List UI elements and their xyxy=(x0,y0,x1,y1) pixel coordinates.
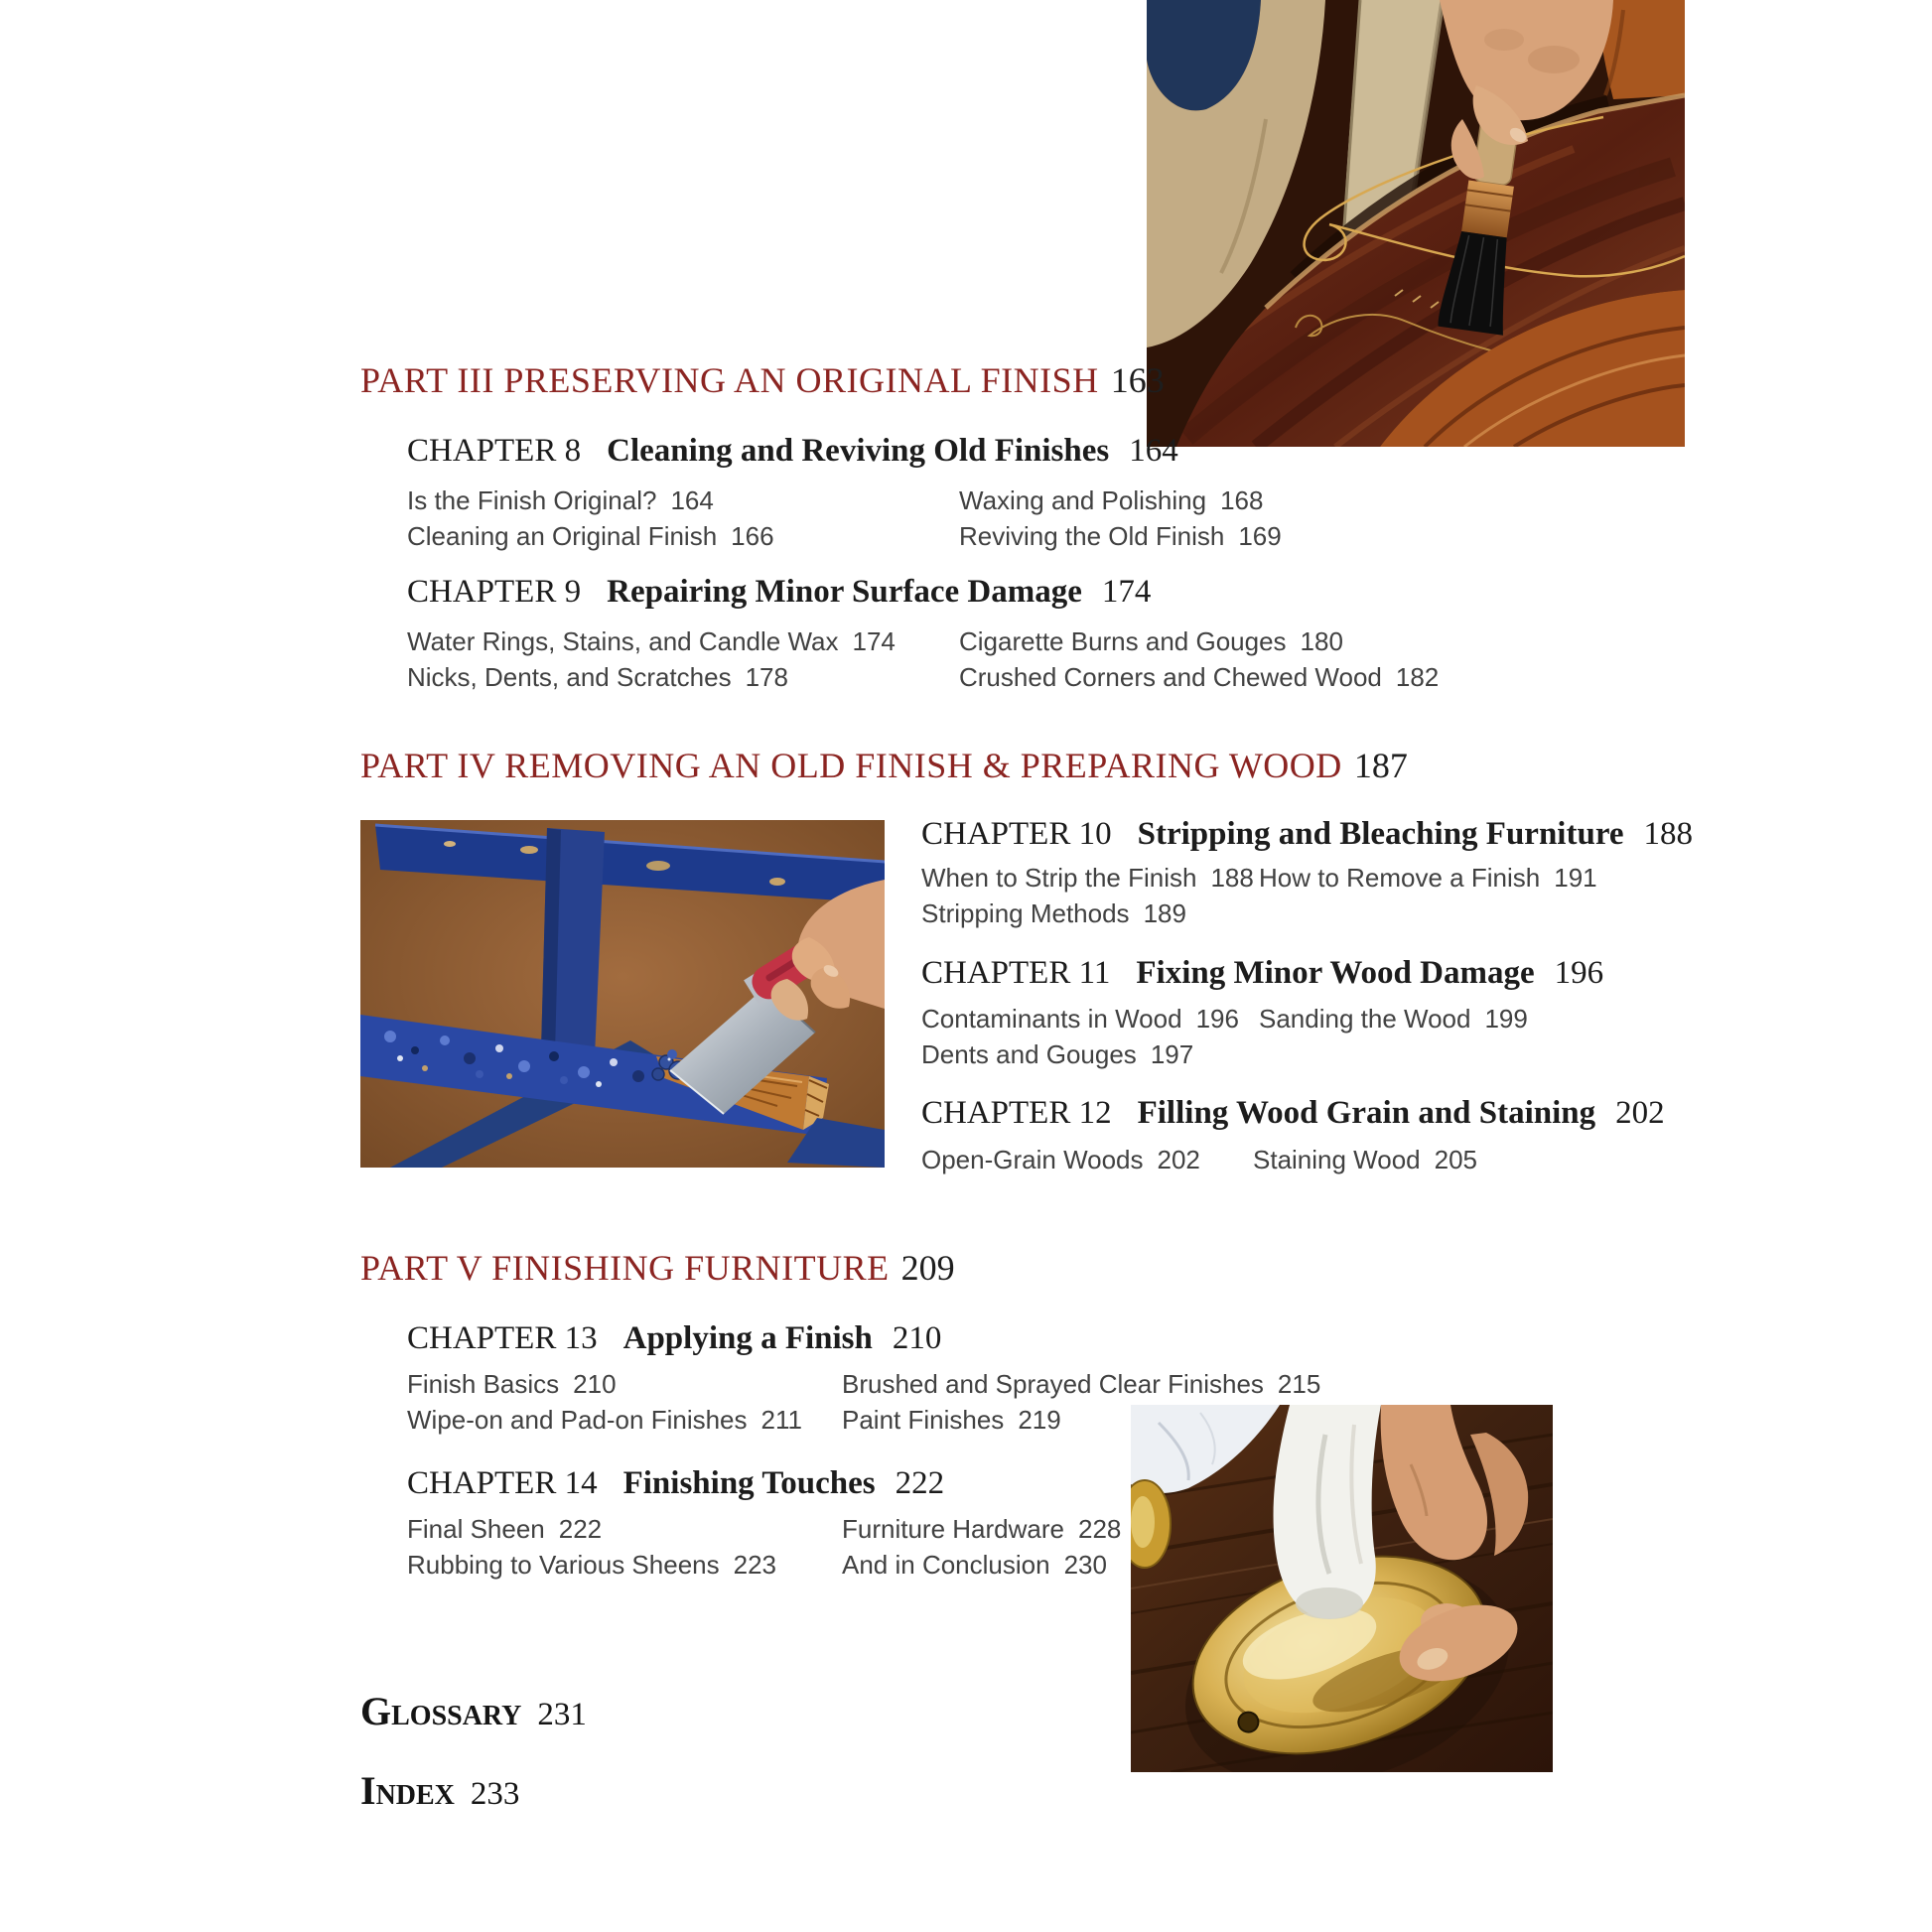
entry-title: Cleaning an Original Finish xyxy=(407,521,718,551)
photo-scraping-paint xyxy=(360,820,885,1168)
backmatter-page: 233 xyxy=(470,1776,520,1812)
toc-entry xyxy=(407,483,774,518)
chapter-14-entries-col2 xyxy=(842,1511,1121,1583)
entry-title: Rubbing to Various Sheens xyxy=(407,1550,720,1580)
entry-page: 210 xyxy=(573,1369,617,1399)
entry-title: Is the Finish Original? xyxy=(407,485,657,515)
chapter-11-entries-col2 xyxy=(1259,1001,1528,1036)
chapter-12-heading xyxy=(921,1095,1665,1131)
photo-scraping-paint-art xyxy=(360,820,885,1168)
toc-entry xyxy=(1259,1001,1528,1036)
entry-page: 215 xyxy=(1277,1369,1321,1399)
toc-entry xyxy=(407,518,774,554)
chapter-number: CHAPTER 10 xyxy=(921,816,1112,852)
chapter-12-entries-col2 xyxy=(1253,1142,1477,1177)
backmatter-label: Index xyxy=(360,1768,455,1813)
chapter-title: Cleaning and Reviving Old Finishes xyxy=(607,433,1110,469)
toc-entry xyxy=(407,1511,776,1547)
chapter-title: Repairing Minor Surface Damage xyxy=(607,574,1082,610)
backmatter-page: 231 xyxy=(537,1697,587,1732)
chapter-11-entries-col1 xyxy=(921,1001,1239,1072)
part-label: PART V FINISHING FURNITURE xyxy=(360,1248,890,1288)
part-label: PART IV REMOVING AN OLD FINISH & PREPARING WOOD xyxy=(360,746,1342,785)
entry-page: 202 xyxy=(1157,1145,1200,1174)
backmatter-label: Glossary xyxy=(360,1689,522,1733)
entry-title: Water Rings, Stains, and Candle Wax xyxy=(407,626,839,656)
entry-title: Final Sheen xyxy=(407,1514,545,1544)
photo-polishing-brass-art xyxy=(1131,1405,1553,1772)
entry-title: Contaminants in Wood xyxy=(921,1004,1182,1034)
chapter-page-number: 222 xyxy=(895,1465,945,1501)
entry-title: Wipe-on and Pad-on Finishes xyxy=(407,1405,748,1435)
entry-page: 164 xyxy=(670,485,714,515)
chapter-8-heading xyxy=(407,433,1178,469)
chapter-title: Fixing Minor Wood Damage xyxy=(1136,955,1535,991)
chapter-page-number: 174 xyxy=(1101,574,1152,610)
entry-title: Crushed Corners and Chewed Wood xyxy=(959,662,1382,692)
entry-page: 182 xyxy=(1395,662,1440,692)
entry-title: Sanding the Wood xyxy=(1259,1004,1471,1034)
chapter-title: Stripping and Bleaching Furniture xyxy=(1137,816,1624,852)
chapter-number: CHAPTER 13 xyxy=(407,1320,598,1356)
entry-page: 169 xyxy=(1238,521,1282,551)
chapter-page-number: 188 xyxy=(1643,816,1694,852)
entry-page: 219 xyxy=(1018,1405,1061,1435)
chapter-11-heading xyxy=(921,955,1603,991)
entry-page: 230 xyxy=(1063,1550,1107,1580)
chapter-title: Filling Wood Grain and Staining xyxy=(1137,1095,1596,1131)
index-line xyxy=(360,1767,519,1814)
chapter-8-entries-col1 xyxy=(407,483,774,554)
entry-title: When to Strip the Finish xyxy=(921,863,1197,893)
entry-title: How to Remove a Finish xyxy=(1259,863,1541,893)
toc-entry xyxy=(842,1511,1121,1547)
chapter-8-entries-col2 xyxy=(959,483,1282,554)
toc-entry xyxy=(959,483,1282,518)
chapter-12-entries-col1 xyxy=(921,1142,1200,1177)
entry-page: 188 xyxy=(1210,863,1254,893)
part-label: PART III PRESERVING AN ORIGINAL FINISH xyxy=(360,360,1099,400)
polishing-cloth xyxy=(1274,1405,1381,1619)
chapter-10-heading xyxy=(921,816,1693,852)
entry-title: Nicks, Dents, and Scratches xyxy=(407,662,732,692)
toc-entry xyxy=(959,659,1439,695)
entry-title: Reviving the Old Finish xyxy=(959,521,1225,551)
chapter-14-entries-col1 xyxy=(407,1511,776,1583)
chapter-14-heading xyxy=(407,1465,944,1501)
entry-title: And in Conclusion xyxy=(842,1550,1050,1580)
entry-page: 180 xyxy=(1300,626,1343,656)
entry-title: Open-Grain Woods xyxy=(921,1145,1144,1174)
entry-title: Cigarette Burns and Gouges xyxy=(959,626,1287,656)
toc-entry xyxy=(842,1366,1320,1402)
entry-page: 189 xyxy=(1143,898,1186,928)
part-heading-3 xyxy=(360,361,1165,401)
chapter-number: CHAPTER 12 xyxy=(921,1095,1112,1131)
chapter-13-heading xyxy=(407,1320,941,1356)
photo-brushing-finish xyxy=(1147,0,1685,447)
toc-entry xyxy=(1253,1142,1477,1177)
part-page-number: 187 xyxy=(1353,746,1408,785)
photo-polishing-brass xyxy=(1131,1405,1553,1772)
entry-title: Waxing and Polishing xyxy=(959,485,1207,515)
photo-brushing-finish-art xyxy=(1147,0,1685,447)
entry-page: 196 xyxy=(1195,1004,1239,1034)
chapter-number: CHAPTER 14 xyxy=(407,1465,598,1501)
chapter-13-entries-col1 xyxy=(407,1366,802,1438)
toc-entry xyxy=(842,1547,1121,1583)
chapter-page-number: 196 xyxy=(1554,955,1604,991)
entry-page: 178 xyxy=(745,662,788,692)
entry-page: 222 xyxy=(558,1514,603,1544)
part-heading-5 xyxy=(360,1249,955,1289)
chapter-10-entries-col2 xyxy=(1259,860,1597,896)
entry-title: Furniture Hardware xyxy=(842,1514,1064,1544)
chapter-page-number: 210 xyxy=(892,1320,942,1356)
toc-entry xyxy=(921,1001,1239,1036)
entry-title: Staining Wood xyxy=(1253,1145,1421,1174)
toc-entry xyxy=(921,896,1254,931)
toc-entry xyxy=(921,860,1254,896)
chapter-title: Finishing Touches xyxy=(622,1465,876,1501)
toc-entry xyxy=(407,623,896,659)
entry-page: 168 xyxy=(1220,485,1264,515)
part-heading-4 xyxy=(360,747,1408,786)
toc-entry xyxy=(407,659,896,695)
toc-entry xyxy=(1259,860,1597,896)
entry-title: Finish Basics xyxy=(407,1369,560,1399)
chapter-title: Applying a Finish xyxy=(622,1320,873,1356)
entry-page: 166 xyxy=(731,521,774,551)
entry-page: 223 xyxy=(733,1550,777,1580)
entry-title: Dents and Gouges xyxy=(921,1039,1137,1069)
entry-page: 199 xyxy=(1484,1004,1528,1034)
chapter-9-entries-col1 xyxy=(407,623,896,695)
chapter-9-heading xyxy=(407,574,1151,610)
entry-page: 191 xyxy=(1554,863,1597,893)
toc-entry xyxy=(407,1366,802,1402)
entry-title: Stripping Methods xyxy=(921,898,1130,928)
entry-page: 174 xyxy=(852,626,896,656)
toc-entry xyxy=(921,1036,1239,1072)
entry-title: Brushed and Sprayed Clear Finishes xyxy=(842,1369,1264,1399)
entry-page: 228 xyxy=(1077,1514,1122,1544)
part-page-number: 209 xyxy=(900,1248,955,1288)
entry-page: 211 xyxy=(760,1405,802,1435)
part-page-number: 163 xyxy=(1110,360,1165,400)
toc-entry xyxy=(407,1547,776,1583)
entry-page: 205 xyxy=(1434,1145,1478,1174)
toc-entry xyxy=(921,1142,1200,1177)
chapter-page-number: 164 xyxy=(1129,433,1178,469)
chapter-number: CHAPTER 9 xyxy=(407,574,582,610)
chapter-9-entries-col2 xyxy=(959,623,1439,695)
entry-title: Paint Finishes xyxy=(842,1405,1005,1435)
toc-entry xyxy=(407,1402,802,1438)
chapter-number: CHAPTER 11 xyxy=(921,955,1111,991)
entry-page: 197 xyxy=(1150,1039,1194,1069)
toc-entry xyxy=(959,623,1439,659)
chapter-10-entries-col1 xyxy=(921,860,1254,931)
toc-entry xyxy=(959,518,1282,554)
glossary-line xyxy=(360,1688,587,1734)
chapter-page-number: 202 xyxy=(1615,1095,1665,1131)
chapter-number: CHAPTER 8 xyxy=(407,433,582,469)
